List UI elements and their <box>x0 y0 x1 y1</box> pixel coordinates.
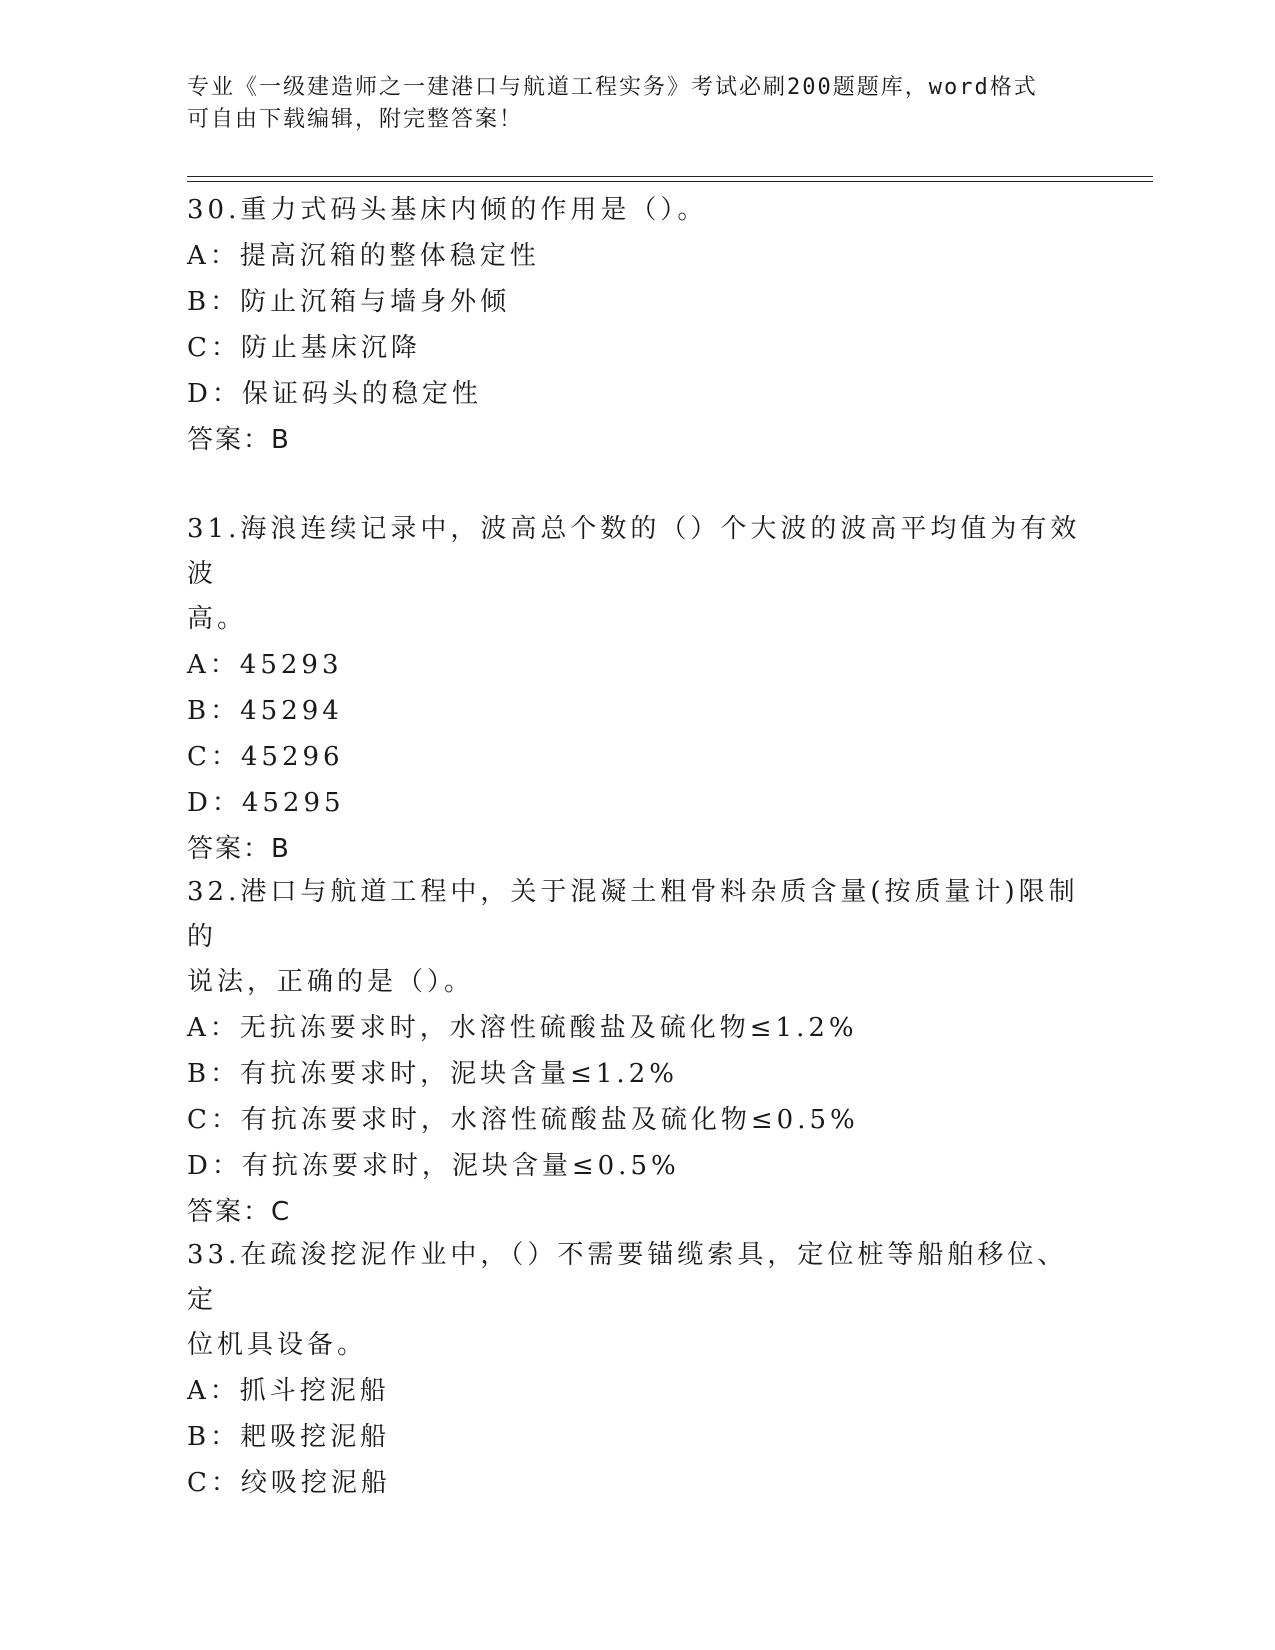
document-header <box>187 72 1067 136</box>
question-stem-line-1: 32.港口与航道工程中，关于混凝土粗骨料杂质含量(按质量计)限制的 <box>187 877 1079 952</box>
question-stem-line-2: 说法，正确的是（）。 <box>187 967 475 997</box>
question-stem-line-2: 高。 <box>187 604 248 634</box>
option-a: A：无抗冻要求时，水溶性硫酸盐及硫化物≤1.2% <box>187 1013 858 1043</box>
option-b: B：耙吸挖泥船 <box>187 1422 391 1452</box>
question-stem: 30.重力式码头基床内倾的作用是（）。 <box>187 195 708 225</box>
answer: 答案：C <box>187 1197 292 1227</box>
option-d: D：45295 <box>187 788 345 818</box>
option-c: C：有抗冻要求时，水溶性硫酸盐及硫化物≤0.5% <box>187 1105 859 1135</box>
option-c: C：绞吸挖泥船 <box>187 1468 391 1498</box>
question-33 <box>187 1233 1087 1506</box>
option-a: A：提高沉箱的整体稳定性 <box>187 241 540 271</box>
header-divider-top <box>187 176 1153 177</box>
option-b: B：45294 <box>187 696 343 726</box>
option-c: C：45296 <box>187 742 344 772</box>
answer: 答案：B <box>187 834 291 864</box>
question-31 <box>187 507 1087 872</box>
question-30 <box>187 188 1087 463</box>
header-line-1: 专业《一级建造师之一建港口与航道工程实务》考试必刷200题题库，word格式 <box>187 75 1038 100</box>
header-line-2: 可自由下载编辑，附完整答案！ <box>187 107 524 132</box>
answer: 答案：B <box>187 425 291 455</box>
option-d: D：有抗冻要求时，泥块含量≤0.5% <box>187 1151 680 1181</box>
header-divider-bottom <box>187 181 1153 182</box>
option-c: C：防止基床沉降 <box>187 333 421 363</box>
option-b: B：有抗冻要求时，泥块含量≤1.2% <box>187 1059 678 1089</box>
question-stem-line-1: 33.在疏浚挖泥作业中，（）不需要锚缆索具，定位桩等船舶移位、定 <box>187 1240 1068 1315</box>
question-32 <box>187 870 1087 1235</box>
option-a: A：45293 <box>187 650 343 680</box>
question-stem-line-1: 31.海浪连续记录中，波高总个数的（）个大波的波高平均值为有效波 <box>187 514 1081 589</box>
question-stem-line-2: 位机具设备。 <box>187 1330 368 1360</box>
option-a: A：抓斗挖泥船 <box>187 1376 390 1406</box>
option-d: D：保证码头的稳定性 <box>187 379 482 409</box>
option-b: B：防止沉箱与墙身外倾 <box>187 287 511 317</box>
